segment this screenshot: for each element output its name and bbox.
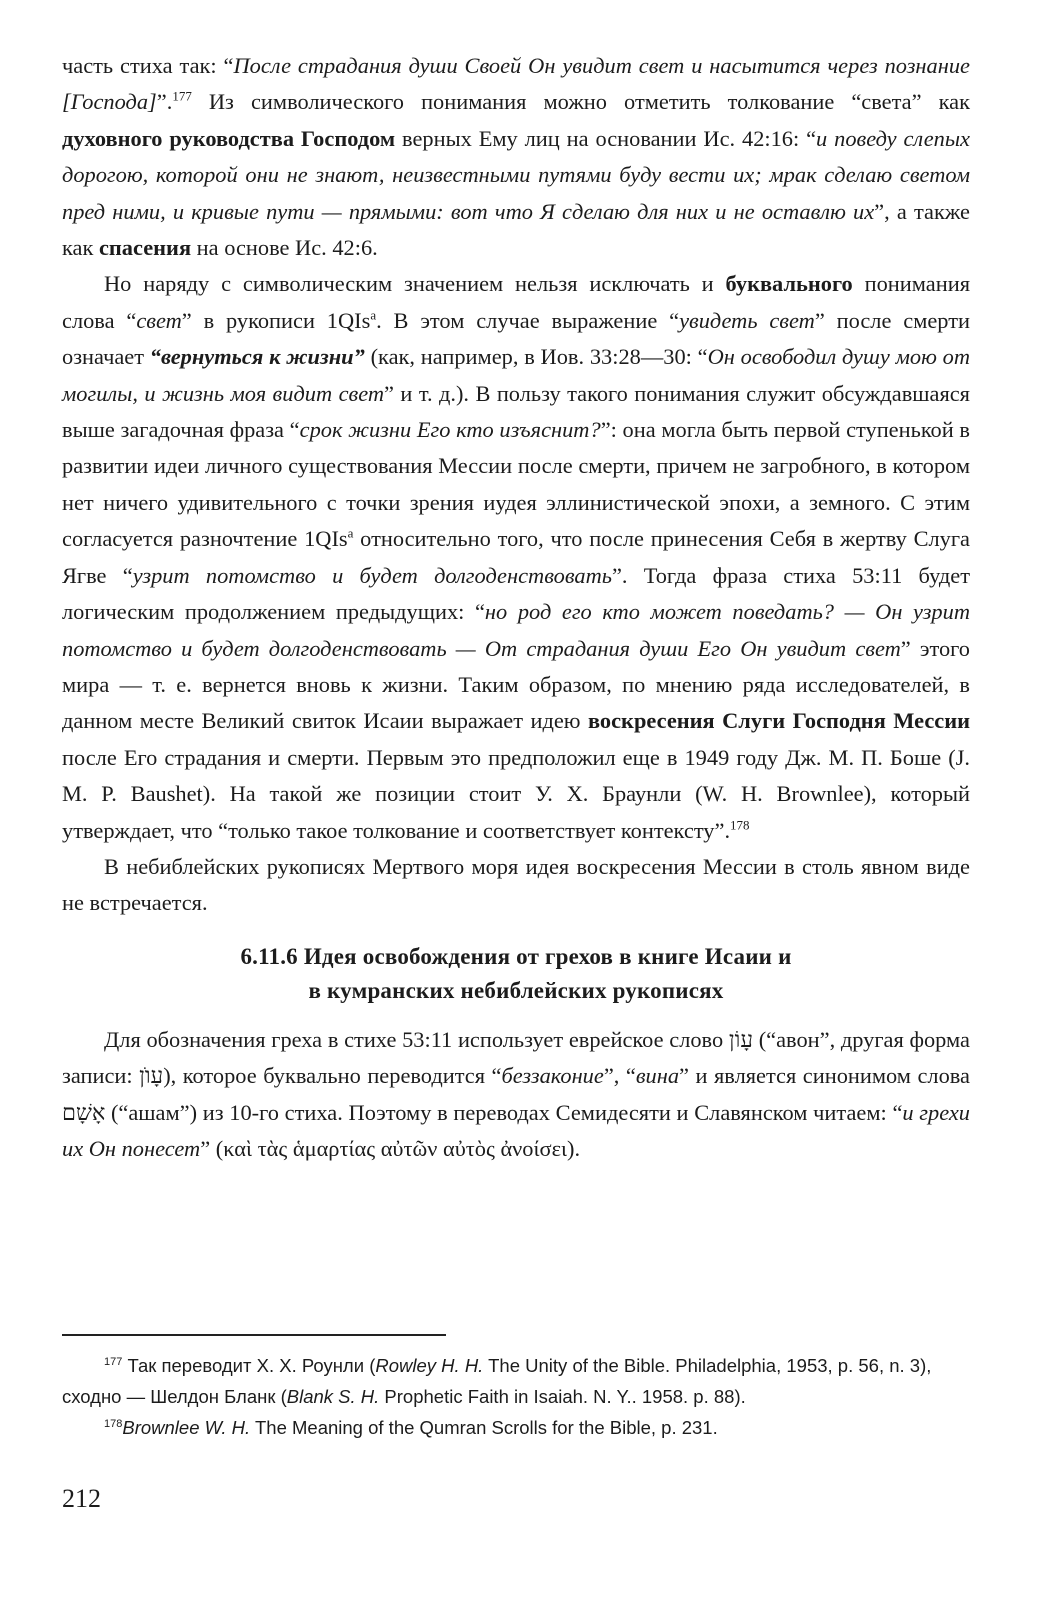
quote-isaiah-42-16: и поведу слепых дорогою, которой они не знают, неизвестными путями буду вести их; мрак сделаю светом пред ними, и кривые пути — прямыми: вот что Я сделаю для них и не оставлю их [62, 125, 970, 224]
paragraph-2: Но наряду с символическим значением нельзя исключать и буквального понимания слова “свет” в рукописи 1QIs$^a$. В этом случае выражение “увидеть свет” после смерти означает “вернуться к жизни” (как, например, в Иов. 33:28—30: “Он освободил душу мою от могилы, и жизнь моя видит свет” и т. д.). В пользу такого понимания служит обсуждавшаяся выше загадочная фраза “срок жизни Его кто изъяснит?”: она могла быть первой ступенькой в развитии идеи личного существования Мессии после смерти, причем не загробного, в котором нет ничего удивительного с точки зрения иудея эллинистической эпохи, а земного. С этим согласуется разночтение 1QIs$^a$ относительно того, что после принесения Себя в жертву Слуга Ягве “узрит потомство и будет долгоденствовать”. Тогда фраза стиха 53:11 будет логическим продолжением предыдущих: “но род его кто может поведать? — Он узрит потомство и будет долгоденствовать — От страдания души Его Он увидит свет” этого мира — т. е. вернется вновь к жизни. Таким образом, по мнению ряда исследователей, в данном месте Великий свиток Исаии выражает идею воскресения Слуги Господня Мессии после Его страдания и смерти. Первым это предположил еще в 1949 году Дж. М. П. Боше (J. M. P. Baushet). На такой же позиции стоит У. Х. Браунли (W. H. Brownlee), который утверждает, что “только такое толкование и соответствует контексту”.$^{178}$ [62, 271, 970, 843]
quote-job-33: Он освободил душу мою от могилы, и жизнь моя видит свет [62, 344, 970, 406]
footnote-divider [62, 1334, 446, 1336]
bold-term-literal: буквального [725, 271, 853, 297]
paragraph-1: часть стиха так: “После страдания души Своей Он увидит свет и насытится через познание [Господа]”.$^{177}$ Из символического понимания можно отметить толкование “света” как духовного руководства Господом верных Ему лиц на основании Ис. 42:16: “и поведу слепых дорогою, которой они не знают, неизвестными путями буду вести их; мрак сделаю светом пред ними, и кривые пути — прямыми: вот что Я сделаю для них и не оставлю их”, а также как спасения на основе Ис. 42:6. [62, 53, 970, 261]
bold-italic-return-to-life: “вернуться к жизни” [149, 344, 365, 370]
footnotes [62, 1350, 968, 1443]
bold-term-salvation: спасения [98, 235, 192, 261]
page-number: 212 [62, 1484, 101, 1513]
page-body [62, 48, 970, 1167]
greek-quote: καὶ τὰς ἁμαρτίας αὐτῶν αὐτὸς ἀνοίσει [223, 1135, 568, 1161]
bold-term-guidance: духовного руководства Господом [62, 125, 396, 151]
footnote-number-178: 178 [104, 1417, 123, 1430]
footnote-number-177: 177 [104, 1355, 123, 1368]
hebrew-word-avon-alt: עָוֺן [139, 1063, 164, 1089]
section-heading-line-1: 6.11.6 Идея освобождения от грехов в книге Исаии и [240, 943, 792, 969]
section-heading-line-2: в кумранских небиблейских рукописях [308, 977, 724, 1003]
quote-isaiah-53-11: После страдания души Своей Он увидит свет и насытится через познание [Господа] [62, 53, 970, 115]
section-heading [62, 940, 970, 1008]
footnote-178: $^{178}$Brownlee W. H. The Meaning of the Qumran Scrolls for the Bible, p. 231. [104, 1417, 718, 1438]
footnote-ref-177[interactable]: 177 [172, 88, 192, 104]
hebrew-word-asham: אָשָׁם [62, 1099, 106, 1125]
footnote-177: $^{177}$ Так переводит Х. Х. Роунли (Rowley H. H. The Unity of the Bible. Philadelphia, 1953, p. 56, n. 3), сходно — Шелдон Бланк (Blank S. H. Prophetic Faith in Isaiah. N. Y.. 1958. p. 88). [62, 1355, 932, 1407]
bold-term-resurrection: воскресения Слуги Господня Мессии [587, 708, 970, 734]
paragraph-4: Для обозначения греха в стихе 53:11 использует еврейское слово עָוֹן (“авон”, другая форма записи: עָוֺן), которое буквально переводится “беззаконие”, “вина” и является синонимом слова אָשָׁם (“ашам”) из 10-го стиха. Поэтому в переводах Семидесяти и Славянском читаем: “и грехи их Он понесет” (καὶ τὰς ἁμαρτίας αὐτῶν αὐτὸς ἀνοίσει). [62, 1026, 971, 1161]
hebrew-word-avon: עָוֹן [728, 1026, 753, 1052]
paragraph-3: В небиблейских рукописях Мертвого моря идея воскресения Мессии в столь явном виде не встречается. [62, 853, 970, 916]
footnote-ref-178[interactable]: 178 [730, 817, 750, 833]
